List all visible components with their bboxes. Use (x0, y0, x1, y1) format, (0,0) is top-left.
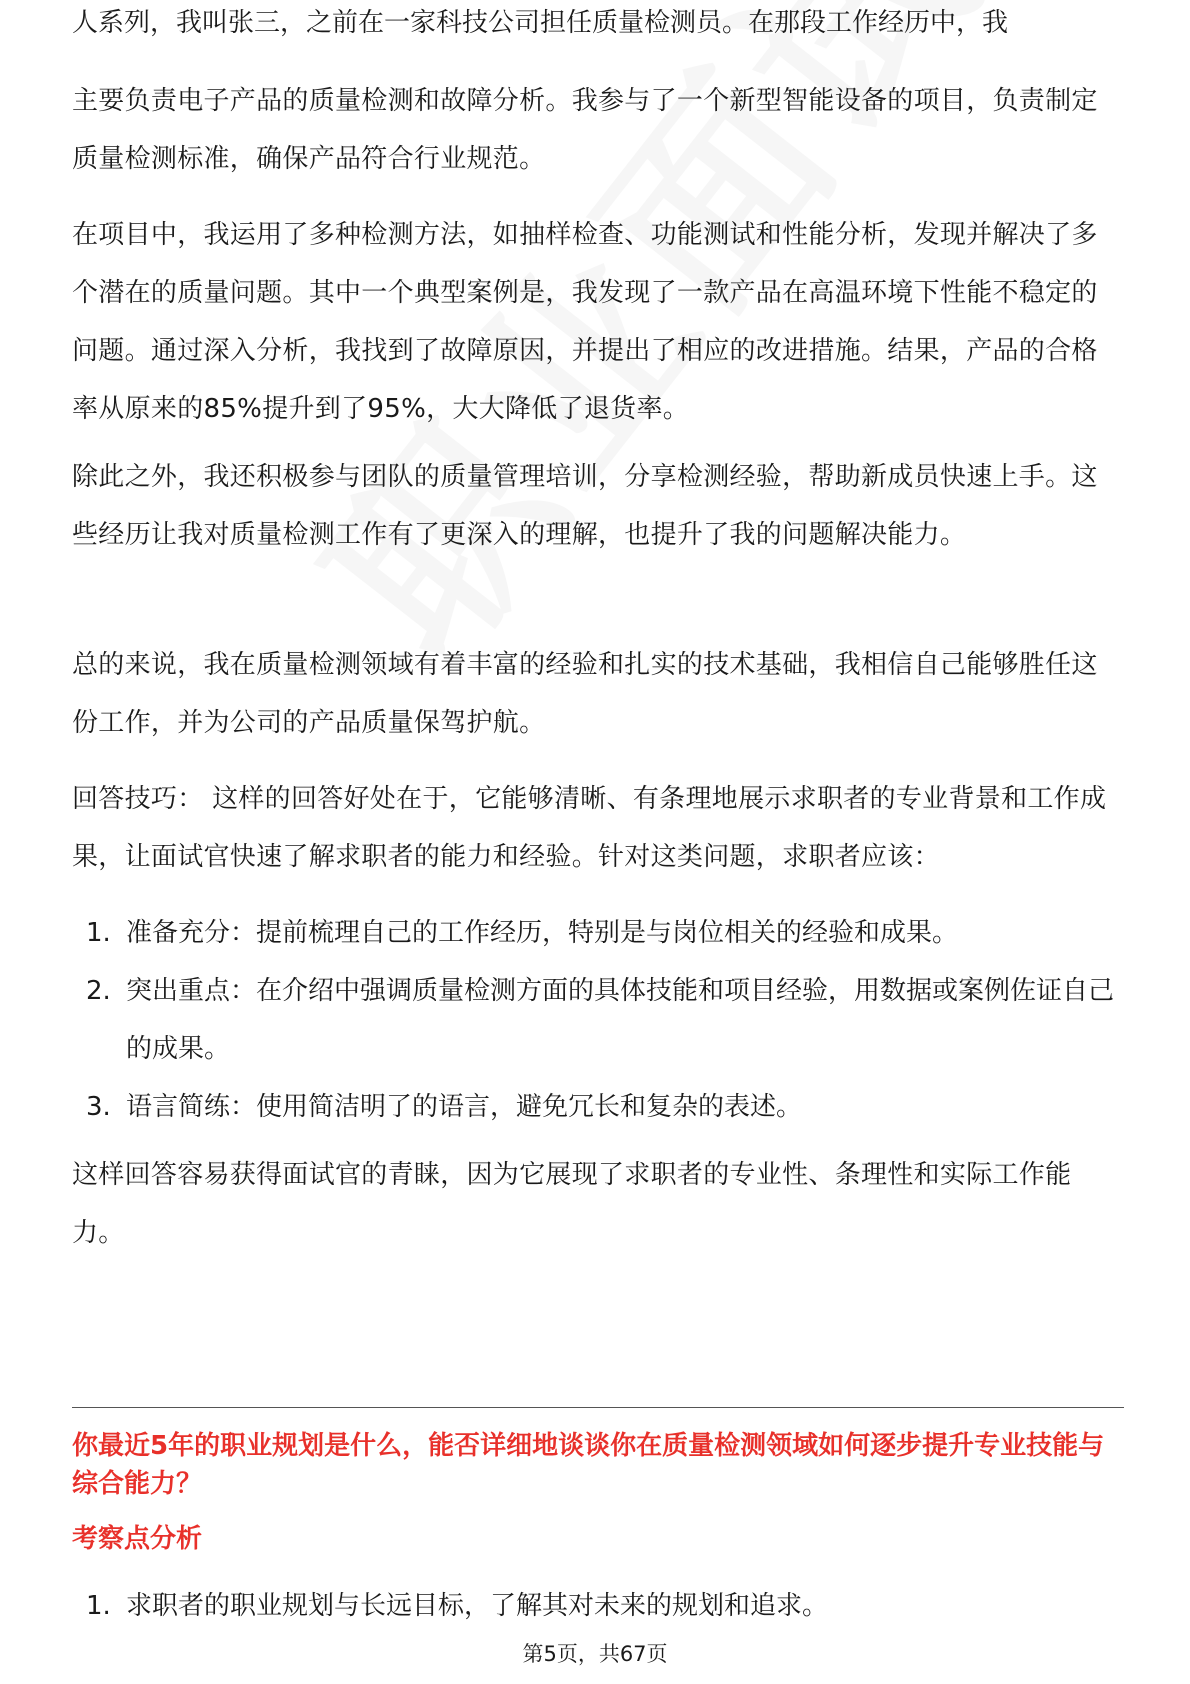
list-item-text: 求职者的职业规划与长远目标，了解其对未来的规划和追求。 (126, 1591, 829, 1621)
list-item-number: 3. (86, 1092, 111, 1122)
list-item (72, 904, 1122, 962)
list-item-text: 准备充分：提前梳理自己的工作经历，特别是与岗位相关的经验和成果。 (126, 918, 959, 948)
list-item-text: 语言简练：使用简洁明了的语言，避免冗长和复杂的表述。 (126, 1092, 803, 1122)
section-divider (72, 1407, 1124, 1408)
list-item-number: 1. (86, 1591, 111, 1621)
paragraph-training: 除此之外，我还积极参与团队的质量管理培训，分享检测经验，帮助新成员快速上手。这些经历让我对质量检测工作有了更深入的理解，也提升了我的问题解决能力。 (72, 462, 1098, 550)
paragraph-closing: 这样回答容易获得面试官的青睐，因为它展现了求职者的专业性、条理性和实际工作能力。 (72, 1160, 1072, 1248)
question-heading: 你最近5年的职业规划是什么，能否详细地谈谈你在质量检测领域如何逐步提升专业技能与综合能力？ (72, 1431, 1105, 1499)
list-item (72, 1577, 1122, 1635)
paragraph-experience: 主要负责电子产品的质量检测和故障分析。我参与了一个新型智能设备的项目，负责制定质量检测标准，确保产品符合行业规范。 (72, 86, 1098, 174)
list-item-number: 2. (86, 976, 111, 1006)
clipped-top-line (72, 8, 1132, 68)
paragraph-summary: 总的来说，我在质量检测领域有着丰富的经验和扎实的技术基础，我相信自己能够胜任这份工作，并为公司的产品质量保驾护航。 (72, 650, 1098, 738)
list-item-text: 突出重点：在介绍中强调质量检测方面的具体技能和项目经验，用数据或案例佐证自己的成果。 (126, 976, 1115, 1064)
clipped-top-line-text: 人系列，我叫张三，之前在一家科技公司担任质量检测员。在那段工作经历中，我 (72, 8, 1009, 38)
page-footer: 第5页，共67页 (522, 1642, 668, 1666)
list-item (72, 1078, 1122, 1136)
analysis-heading: 考察点分析 (72, 1524, 203, 1554)
list-item (72, 962, 1122, 1078)
tips-list (72, 904, 1122, 1136)
paragraph-answer-tips: 回答技巧： 这样的回答好处在于，它能够清晰、有条理地展示求职者的专业背景和工作成果，让面试官快速了解求职者的能力和经验。针对这类问题，求职者应该： (72, 784, 1107, 872)
list-item-number: 1. (86, 918, 111, 948)
analysis-list (72, 1577, 1122, 1635)
paragraph-project: 在项目中，我运用了多种检测方法，如抽样检查、功能测试和性能分析，发现并解决了多个潜在的质量问题。其中一个典型案例是，我发现了一款产品在高温环境下性能不稳定的问题。通过深入分析，我找到了故障原因，并提出了相应的改进措施。结果，产品的合格率从原来的85%提升到了95%，大大降低了退货率。 (72, 220, 1098, 424)
